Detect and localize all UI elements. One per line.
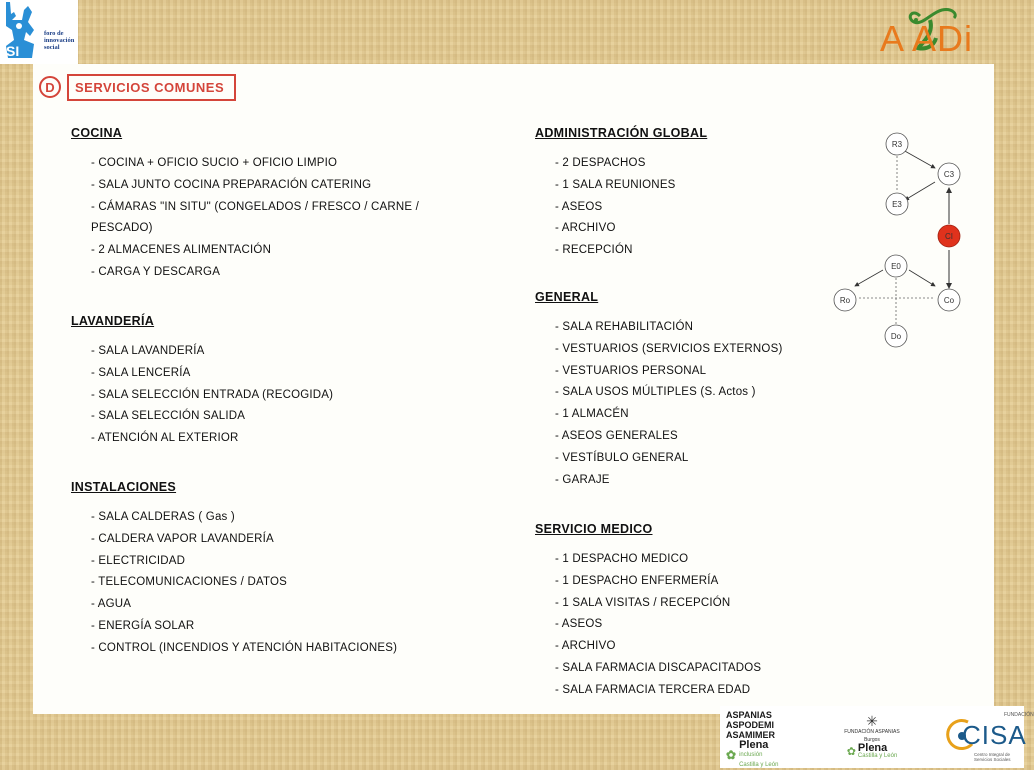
diagram-node-r0	[834, 289, 856, 311]
svg-text:C3: C3	[943, 170, 955, 179]
relationship-diagram	[823, 124, 973, 354]
plena-region: Castilla y León	[739, 762, 779, 768]
list-item: - GARAJE	[555, 473, 610, 486]
group-title: COCINA	[71, 126, 123, 140]
list-item: - ATENCIÓN AL EXTERIOR	[91, 432, 239, 445]
list-item: - TELECOMUNICACIONES / DATOS	[91, 576, 288, 589]
group-title: INSTALACIONES	[71, 480, 177, 494]
list-item: - ARCHIVO	[555, 222, 616, 235]
list-item: - SALA USOS MÚLTIPLES (S. Actos )	[555, 386, 756, 399]
list-item: - COCINA + OFICIO SUCIO + OFICIO LIMPIO	[91, 157, 338, 169]
group-title: GENERAL	[535, 290, 599, 304]
group-general	[535, 290, 835, 491]
diagram-node-c3	[938, 163, 960, 185]
list-item: - VESTÍBULO GENERAL	[555, 451, 689, 464]
document-panel	[33, 64, 994, 714]
list-item: - CARGA Y DESCARGA	[91, 265, 221, 278]
partner-line: ASPODEMI	[726, 720, 775, 730]
diagram-edge	[909, 270, 935, 286]
list-item: - ASEOS	[555, 618, 603, 631]
plena-text: Plena	[857, 742, 888, 754]
diagram-edge	[903, 150, 935, 168]
fundacion-figure-icon: ✳	[866, 713, 878, 729]
list-item: - SALA LENCERÍA	[91, 366, 191, 379]
group-administracion	[535, 126, 825, 262]
svg-text:R3: R3	[891, 140, 903, 149]
list-item: - SALA FARMACIA DISCAPACITADOS	[555, 661, 762, 674]
group-instalaciones	[71, 480, 491, 660]
list-item: - ASEOS GENERALES	[555, 429, 678, 442]
list-item: - 1 SALA VISITAS / RECEPCIÓN	[555, 596, 731, 609]
svg-text:Do: Do	[890, 332, 902, 341]
list-item: - ASEOS	[555, 200, 603, 213]
section-header	[39, 72, 236, 102]
list-item: - CÁMARAS "IN SITU" (CONGELADOS / FRESCO / CARNE / PESCADO)	[91, 200, 420, 235]
list-item: - CONTROL (INCENDIOS Y ATENCIÓN HABITACIONES)	[91, 641, 398, 654]
svg-text:Co: Co	[943, 296, 955, 305]
list-item: - SALA SELECCIÓN ENTRADA (RECOGIDA)	[91, 388, 334, 401]
group-title: LAVANDERÍA	[71, 314, 155, 328]
cisa-subtitle: Centro Integral de Servicios Sociales	[974, 752, 1011, 762]
foro-caption	[44, 30, 74, 51]
plena-leaf-icon: ✿	[846, 746, 856, 758]
plena-region: Castilla y León	[857, 753, 898, 759]
svg-text:E0: E0	[891, 262, 901, 271]
list-item: - AGUA	[91, 598, 132, 611]
list-item: - ARCHIVO	[555, 640, 616, 653]
cisa-logo	[942, 710, 1034, 764]
section-letter: D	[39, 76, 61, 98]
list-item: - CALDERA VAPOR LAVANDERÍA	[91, 532, 274, 545]
group-cocina	[71, 126, 491, 284]
cisa-fundacion: FUNDACIÓN	[1004, 712, 1034, 718]
list-item: - SALA LAVANDERÍA	[91, 345, 205, 357]
list-item: - SALA FARMACIA TERCERA EDAD	[555, 683, 751, 696]
svg-text:E3: E3	[892, 200, 902, 209]
foro-caption-line: foro de	[44, 30, 64, 37]
list-item: - 2 DESPACHOS	[555, 157, 646, 169]
list-item: - 1 SALA REUNIONES	[555, 178, 676, 191]
group-servicio-medico	[535, 522, 835, 702]
diagram-node-e3	[886, 193, 908, 215]
foro-figure-icon	[0, 0, 44, 62]
list-item: - 1 DESPACHO ENFERMERÍA	[555, 574, 719, 587]
diagram-node-ci	[938, 225, 960, 247]
svg-text:SI: SI	[6, 43, 20, 59]
group-lavanderia	[71, 314, 491, 450]
diagram-edge	[855, 270, 883, 286]
plena-leaf-icon: ✿	[726, 748, 737, 762]
cisa-text: CISA	[962, 720, 1027, 750]
list-item: - ENERGÍA SOLAR	[91, 619, 195, 632]
fundacion-text: FUNDACIÓN ASPANIAS Burgos	[844, 729, 900, 743]
aspanias-logo	[726, 710, 778, 770]
foro-innovacion-logo	[0, 0, 78, 64]
list-item: - SALA SELECCIÓN SALIDA	[91, 410, 246, 423]
plena-text: Plena	[739, 739, 769, 751]
section-title: SERVICIOS COMUNES	[67, 74, 236, 101]
plena-sub: inclusión	[739, 752, 763, 758]
fundacion-aspanias-logo	[842, 714, 902, 760]
diagram-node-r3	[886, 133, 908, 155]
diagram-node-d0	[885, 325, 907, 347]
diagram-node-e0	[885, 255, 907, 277]
list-item: - RECEPCIÓN	[555, 244, 633, 257]
svg-text:CI: CI	[945, 232, 953, 241]
list-item: - SALA REHABILITACIÓN	[555, 321, 694, 333]
diagram-edge	[905, 182, 935, 200]
list-item: - VESTUARIOS PERSONAL	[555, 364, 707, 377]
list-item: - VESTUARIOS (SERVICIOS EXTERNOS)	[555, 342, 783, 355]
list-item: - 1 ALMACÉN	[555, 408, 629, 421]
diagram-node-c0	[938, 289, 960, 311]
list-item: - ELECTRICIDAD	[91, 554, 186, 567]
partner-line: ASAMIMER	[726, 730, 775, 740]
group-title: SERVICIO MEDICO	[535, 522, 653, 536]
group-title: ADMINISTRACIÓN GLOBAL	[535, 126, 708, 140]
list-item: - SALA CALDERAS ( Gas )	[91, 511, 235, 523]
list-item: - 1 DESPACHO MEDICO	[555, 553, 689, 565]
svg-text:Ro: Ro	[839, 296, 851, 305]
partner-line: ASPANIAS	[726, 710, 772, 720]
list-item: - 2 ALMACENES ALIMENTACIÓN	[91, 244, 272, 257]
list-item: - SALA JUNTO COCINA PREPARACIÓN CATERING	[91, 178, 372, 191]
atadi-logo	[862, 2, 1012, 62]
partner-logos	[720, 706, 1034, 768]
atadi-text: A ADi	[880, 18, 974, 59]
foro-caption-line: innovación	[44, 37, 75, 44]
foro-caption-line: social	[44, 44, 60, 51]
